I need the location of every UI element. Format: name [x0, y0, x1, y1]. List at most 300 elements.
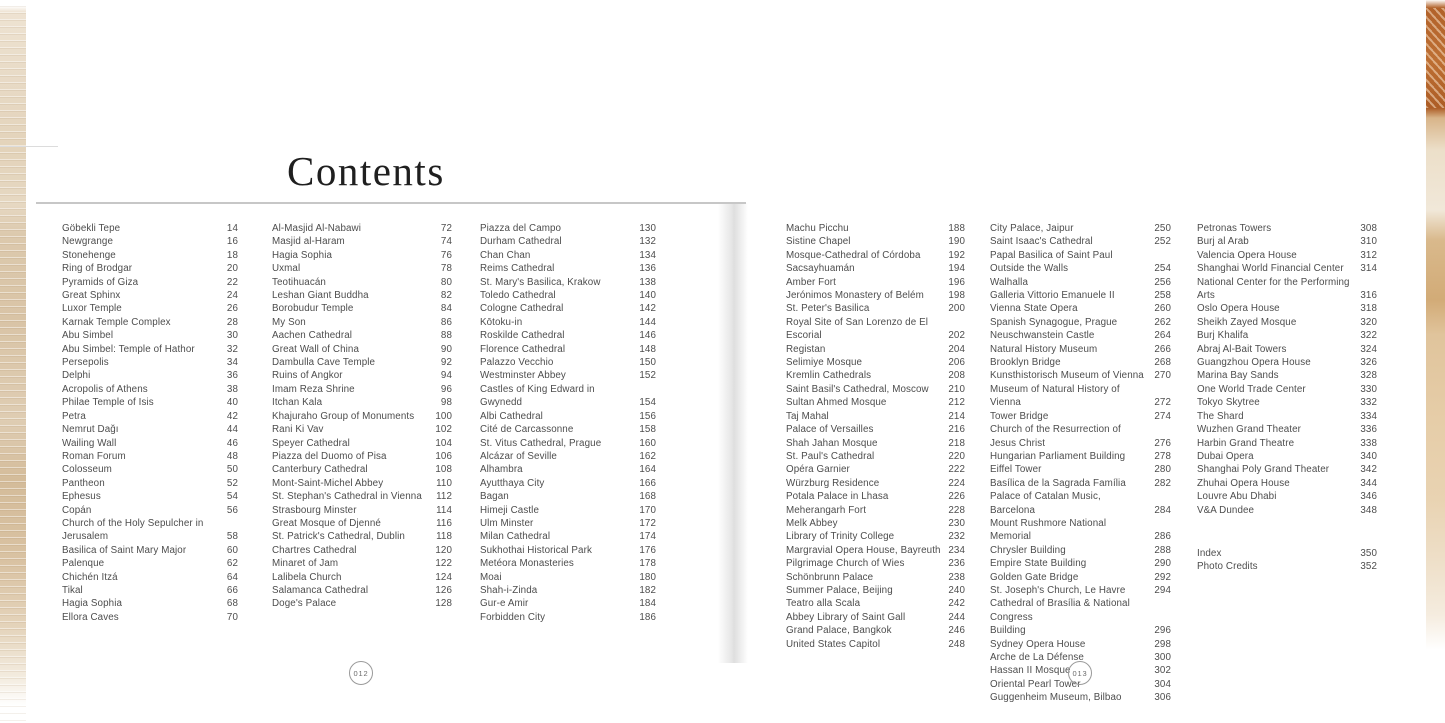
toc-entry: [272, 437, 452, 450]
toc-entry-label: The Shard: [1197, 410, 1244, 422]
toc-entry-page: 68: [226, 598, 238, 610]
toc-entry-label: Chichén Itzá: [62, 571, 118, 583]
toc-entry-page: 348: [1360, 504, 1377, 516]
toc-entry-page: 332: [1360, 397, 1377, 409]
toc-entry-label: Wailing Wall: [62, 437, 117, 449]
toc-entry-page: 124: [435, 571, 452, 583]
toc-entry: [62, 517, 238, 544]
toc-entry-label: Teatro alla Scala: [786, 598, 861, 610]
toc-entry: [1197, 262, 1377, 275]
toc-entry-label: Meherangarh Fort: [786, 504, 867, 516]
toc-entry-page: 350: [1360, 547, 1377, 559]
toc-entry-page: 36: [226, 370, 238, 382]
toc-entry-label: Copán: [62, 504, 92, 516]
toc-entry-page: 206: [948, 357, 965, 369]
toc-entry-label: Khajuraho Group of Monuments: [272, 410, 415, 422]
toc-entry-label: Forbidden City: [480, 611, 546, 623]
toc-entry: [1197, 410, 1377, 423]
toc-entry: [272, 571, 452, 584]
toc-entry-label: One World Trade Center: [1197, 383, 1306, 395]
book-gutter-shadow: [718, 203, 748, 663]
toc-entry-label: Strasbourg Minster: [272, 504, 357, 516]
toc-entry-label: Sheikh Zayed Mosque: [1197, 316, 1297, 328]
toc-entry-page: 128: [435, 598, 452, 610]
toc-entry-page: 88: [440, 330, 452, 342]
toc-entry-label: Uxmal: [272, 263, 301, 275]
toc-entry-page: 230: [948, 517, 965, 529]
toc-entry-page: 112: [436, 491, 452, 503]
toc-entry-page: 56: [226, 504, 238, 516]
toc-entry: [272, 276, 452, 289]
toc-entry-page: 310: [1360, 236, 1377, 248]
toc-entry: [990, 343, 1171, 356]
toc-entry: [786, 490, 965, 503]
toc-entry-page: 220: [948, 450, 965, 462]
toc-entry-label: Wuzhen Grand Theater: [1197, 424, 1302, 436]
toc-entry-page: 90: [440, 343, 452, 355]
toc-entry: [62, 557, 238, 570]
toc-entry-label: Gur-e Amir: [480, 598, 529, 610]
toc-entry-label: Valencia Opera House: [1197, 249, 1297, 261]
toc-entry-page: 104: [435, 437, 452, 449]
toc-entry-page: 196: [948, 276, 965, 288]
toc-entry-page: 324: [1360, 343, 1377, 355]
toc-entry: [272, 289, 452, 302]
toc-entry: [62, 423, 238, 436]
toc-entry-label: Persepolis: [62, 357, 109, 369]
toc-entry-page: 254: [1154, 263, 1171, 275]
toc-entry: [990, 302, 1171, 315]
toc-entry-page: 244: [948, 611, 965, 623]
toc-entry-label: Metéora Monasteries: [480, 558, 574, 570]
toc-entry: [1197, 383, 1377, 396]
toc-entry-page: 298: [1154, 638, 1171, 650]
toc-entry-page: 280: [1154, 464, 1171, 476]
toc-entry: [480, 437, 656, 450]
toc-entry: [990, 490, 1171, 517]
toc-entry-label: Nemrut Dağı: [62, 424, 119, 436]
toc-entry: [786, 369, 965, 382]
toc-entry-label: Vienna State Opera: [990, 303, 1078, 315]
toc-entry-label: Grand Palace, Bangkok: [786, 625, 892, 637]
toc-entry: [1197, 222, 1377, 235]
toc-entry-label: Papal Basilica of Saint Paul Outside the Walls: [990, 249, 1113, 275]
toc-entry-label: Ruins of Angkor: [272, 370, 343, 382]
toc-entry-label: My Son: [272, 316, 306, 328]
toc-entry-page: 50: [226, 464, 238, 476]
toc-entry-label: Ulm Minster: [480, 517, 534, 529]
toc-entry-page: 164: [639, 464, 656, 476]
toc-entry-label: Kremlin Cathedrals: [786, 370, 872, 382]
toc-entry: [786, 276, 965, 289]
toc-entry: [62, 369, 238, 382]
toc-entry: [480, 356, 656, 369]
toc-entry: [272, 544, 452, 557]
toc-entry-label: Museum of Natural History of Vienna: [990, 383, 1120, 409]
toc-entry-label: Basilica of Saint Mary Major: [62, 544, 187, 556]
toc-entry: [62, 343, 238, 356]
toc-entry: [480, 249, 656, 262]
toc-entry-label: Marina Bay Sands: [1197, 370, 1279, 382]
toc-entry-page: 14: [226, 223, 238, 234]
toc-entry-label: Itchan Kala: [272, 397, 323, 409]
toc-entry-page: 282: [1154, 477, 1171, 489]
toc-entry-label: Schönbrunn Palace: [786, 571, 874, 583]
toc-entry-page: 214: [948, 410, 965, 422]
toc-entry: [272, 410, 452, 423]
toc-entry: [62, 544, 238, 557]
toc-entry: [272, 463, 452, 476]
toc-entry-page: 44: [226, 424, 238, 436]
toc-entry-label: Rani Ki Vav: [272, 424, 324, 436]
toc-entry-page: 202: [948, 330, 965, 342]
toc-entry-page: 150: [639, 357, 656, 369]
toc-entry: [990, 544, 1171, 557]
toc-entry: [480, 571, 656, 584]
toc-entry-page: 22: [226, 276, 238, 288]
prev-page-edge-line: [0, 146, 58, 147]
toc-entry-label: Dambulla Cave Temple: [272, 357, 376, 369]
toc-entry: [62, 262, 238, 275]
toc-entry-page: 32: [226, 343, 238, 355]
toc-entry-page: 174: [639, 531, 656, 543]
toc-entry-page: 72: [440, 223, 452, 234]
toc-entry-page: 130: [639, 223, 656, 234]
toc-column: [990, 222, 1171, 705]
toc-entry-label: Cologne Cathedral: [480, 303, 564, 315]
toc-entry-label: Oriental Pearl Tower: [990, 678, 1081, 690]
toc-entry-label: Louvre Abu Dhabi: [1197, 491, 1277, 503]
toc-entry-label: Spanish Synagogue, Prague: [990, 316, 1118, 328]
toc-entry-page: 308: [1360, 223, 1377, 234]
toc-entry-label: Abu Simbel: [62, 330, 114, 342]
toc-entry-page: 152: [639, 370, 656, 382]
toc-entry-label: Saint Basil's Cathedral, Moscow: [786, 383, 929, 395]
toc-entry-label: Würzburg Residence: [786, 477, 880, 489]
toc-entry: [1197, 547, 1377, 560]
toc-entry: [786, 356, 965, 369]
toc-entry-label: St. Patrick's Cathedral, Dublin: [272, 531, 405, 543]
toc-entry: [480, 316, 656, 329]
toc-entry-page: 292: [1154, 571, 1171, 583]
folio-number-right: 013: [1072, 668, 1088, 678]
toc-entry-label: Shanghai Poly Grand Theater: [1197, 464, 1330, 476]
toc-entry-page: 64: [226, 571, 238, 583]
toc-entry: [786, 383, 965, 396]
toc-entry-page: 24: [226, 290, 238, 302]
toc-entry-page: 326: [1360, 357, 1377, 369]
toc-entry-label: Durham Cathedral: [480, 236, 562, 248]
toc-entry-page: 312: [1360, 249, 1377, 261]
toc-entry-page: 190: [948, 236, 965, 248]
toc-entry: [786, 557, 965, 570]
toc-entry: [990, 517, 1171, 544]
toc-entry-page: 334: [1360, 410, 1377, 422]
toc-entry-page: 126: [435, 584, 452, 596]
toc-entry-label: Aachen Cathedral: [272, 330, 353, 342]
toc-entry-page: 342: [1360, 464, 1377, 476]
toc-entry: [272, 302, 452, 315]
toc-entry-page: 166: [639, 477, 656, 489]
toc-entry-label: St. Joseph's Church, Le Havre: [990, 584, 1126, 596]
toc-entry: [786, 597, 965, 610]
toc-entry-page: 288: [1154, 544, 1171, 556]
toc-entry: [786, 437, 965, 450]
toc-entry-label: Tikal: [62, 584, 83, 596]
toc-entry-label: Roskilde Cathedral: [480, 330, 565, 342]
toc-entry-label: Minaret of Jam: [272, 558, 339, 570]
toc-entry: [272, 316, 452, 329]
toc-entry: [480, 383, 656, 410]
toc-entry-page: 62: [226, 558, 238, 570]
toc-entry: [990, 222, 1171, 235]
toc-entry-label: Oslo Opera House: [1197, 303, 1280, 315]
right-edge-stripes: [1426, 8, 1445, 108]
toc-entry: [480, 423, 656, 436]
toc-entry: [1197, 369, 1377, 382]
toc-entry-page: 186: [639, 611, 656, 623]
toc-entry: [786, 477, 965, 490]
toc-entry: [480, 222, 656, 235]
toc-entry-label: Burj Khalifa: [1197, 330, 1249, 342]
toc-entry-page: 20: [226, 263, 238, 275]
toc-entry-label: Canterbury Cathedral: [272, 464, 368, 476]
toc-entry-page: 330: [1360, 383, 1377, 395]
toc-column: [62, 222, 238, 624]
toc-column: [272, 222, 452, 611]
toc-entry-label: Ring of Brodgar: [62, 263, 133, 275]
toc-entry: [62, 490, 238, 503]
toc-entry: [786, 517, 965, 530]
toc-entry-label: Taj Mahal: [786, 410, 829, 422]
toc-entry: [786, 396, 965, 409]
toc-entry: [62, 329, 238, 342]
toc-entry-label: Shanghai World Financial Center: [1197, 263, 1344, 275]
toc-entry-label: Abu Simbel: Temple of Hathor: [62, 343, 195, 355]
toc-entry: [480, 611, 656, 624]
toc-entry-page: 204: [948, 343, 965, 355]
left-page-edge-art: [0, 0, 26, 723]
toc-entry-page: 66: [226, 584, 238, 596]
toc-entry-page: 94: [440, 370, 452, 382]
toc-entry-label: Hassan II Mosque: [990, 665, 1071, 677]
toc-entry-page: 278: [1154, 450, 1171, 462]
toc-entry-page: 110: [436, 477, 452, 489]
toc-entry-label: Salamanca Cathedral: [272, 584, 369, 596]
toc-entry-page: 106: [435, 450, 452, 462]
toc-entry: [272, 235, 452, 248]
toc-entry-page: 82: [440, 290, 452, 302]
toc-entry: [272, 356, 452, 369]
toc-entry-label: Kōtoku-in: [480, 316, 523, 328]
toc-entry-label: Chartres Cathedral: [272, 544, 357, 556]
toc-entry: [990, 571, 1171, 584]
toc-entry: [62, 302, 238, 315]
toc-entry: [1197, 450, 1377, 463]
toc-entry: [480, 597, 656, 610]
toc-entry-label: Mosque-Cathedral of Córdoba: [786, 249, 921, 261]
toc-entry-label: Abbey Library of Saint Gall: [786, 611, 906, 623]
toc-entry-page: 336: [1360, 424, 1377, 436]
toc-entry-page: 26: [226, 303, 238, 315]
toc-entry-page: 184: [639, 598, 656, 610]
toc-entry-page: 54: [226, 491, 238, 503]
toc-entry-label: Florence Cathedral: [480, 343, 566, 355]
toc-entry-page: 216: [948, 424, 965, 436]
toc-entry: [480, 289, 656, 302]
toc-entry: [1197, 235, 1377, 248]
toc-entry-page: 296: [1154, 625, 1171, 637]
toc-entry-page: 98: [440, 397, 452, 409]
toc-entry-label: Colosseum: [62, 464, 112, 476]
toc-entry-label: St. Mary's Basilica, Krakow: [480, 276, 601, 288]
toc-entry-page: 306: [1154, 692, 1171, 704]
toc-entry: [62, 396, 238, 409]
toc-entry-label: St. Vitus Cathedral, Prague: [480, 437, 602, 449]
toc-entry: [62, 450, 238, 463]
toc-entry-label: Photo Credits: [1197, 561, 1258, 573]
toc-entry: [786, 544, 965, 557]
toc-entry-page: 322: [1360, 330, 1377, 342]
toc-entry-label: Eiffel Tower: [990, 464, 1042, 476]
toc-entry-label: Speyer Cathedral: [272, 437, 350, 449]
toc-entry: [62, 477, 238, 490]
toc-entry: [1197, 396, 1377, 409]
toc-entry-label: Newgrange: [62, 236, 114, 248]
toc-entry: [786, 235, 965, 248]
toc-column: [786, 222, 965, 651]
toc-entry-page: 74: [440, 236, 452, 248]
toc-entry-label: Al-Masjid Al-Nabawi: [272, 223, 362, 234]
toc-entry-page: 236: [948, 558, 965, 570]
toc-entry-label: Chrysler Building: [990, 544, 1066, 556]
toc-entry: [990, 276, 1171, 289]
toc-entry-label: Hagia Sophia: [62, 598, 123, 610]
toc-entry-page: 208: [948, 370, 965, 382]
toc-entry: [480, 530, 656, 543]
toc-entry-page: 138: [639, 276, 656, 288]
toc-entry: [480, 463, 656, 476]
toc-entry: [990, 463, 1171, 476]
toc-entry-page: 78: [440, 263, 452, 275]
toc-entry: [786, 463, 965, 476]
toc-entry-page: 134: [639, 249, 656, 261]
toc-entry: [272, 383, 452, 396]
toc-entry-label: Pilgrimage Church of Wies: [786, 558, 905, 570]
toc-entry: [990, 383, 1171, 410]
toc-entry-label: Sultan Ahmed Mosque: [786, 397, 887, 409]
toc-entry-page: 136: [639, 263, 656, 275]
toc-entry-label: Toledo Cathedral: [480, 290, 556, 302]
toc-entry-label: Petronas Towers: [1197, 223, 1272, 234]
toc-entry-page: 284: [1154, 504, 1171, 516]
toc-entry-label: Shah-i-Zinda: [480, 584, 538, 596]
toc-entry-label: Registan: [786, 343, 826, 355]
toc-entry-label: Abraj Al-Bait Towers: [1197, 343, 1287, 355]
toc-column: [1197, 222, 1377, 574]
toc-entry: [1197, 302, 1377, 315]
toc-entry-page: 256: [1154, 276, 1171, 288]
page-title: Contents: [287, 148, 445, 194]
toc-entry: [786, 530, 965, 543]
toc-entry-label: Palace of Versailles: [786, 424, 874, 436]
toc-entry-page: 304: [1154, 678, 1171, 690]
toc-entry-page: 140: [639, 290, 656, 302]
toc-entry-page: 158: [639, 424, 656, 436]
toc-entry: [272, 423, 452, 436]
toc-entry: [990, 584, 1171, 597]
toc-entry-label: St. Stephan's Cathedral in Vienna: [272, 491, 422, 503]
toc-entry: [480, 410, 656, 423]
toc-entry: [786, 611, 965, 624]
toc-entry-page: 146: [639, 330, 656, 342]
toc-entry-page: 290: [1154, 558, 1171, 570]
toc-entry-label: Delphi: [62, 370, 91, 382]
toc-entry-label: Borobudur Temple: [272, 303, 354, 315]
toc-entry-label: Piazza del Duomo of Pisa: [272, 450, 387, 462]
toc-entry-label: Bagan: [480, 491, 509, 503]
toc-entry: [272, 450, 452, 463]
toc-entry: [990, 410, 1171, 423]
toc-entry-label: Brooklyn Bridge: [990, 357, 1061, 369]
toc-entry-label: Walhalla: [990, 276, 1029, 288]
toc-entry-label: Göbekli Tepe: [62, 223, 121, 234]
toc-entry: [786, 222, 965, 235]
toc-entry-page: 286: [1154, 531, 1171, 543]
toc-entry-page: 154: [639, 397, 656, 409]
toc-entry: [62, 504, 238, 517]
toc-entry-label: Chan Chan: [480, 249, 531, 261]
toc-entry-page: 248: [948, 638, 965, 650]
folio-number-left: 012: [353, 668, 369, 678]
toc-entry-page: 102: [435, 424, 452, 436]
toc-entry-page: 246: [948, 625, 965, 637]
toc-entry-label: Luxor Temple: [62, 303, 122, 315]
toc-entry-label: Dubai Opera: [1197, 450, 1254, 462]
toc-entry-page: 76: [440, 249, 452, 261]
toc-entry-label: Guangzhou Opera House: [1197, 357, 1311, 369]
toc-entry-label: Sukhothai Historical Park: [480, 544, 592, 556]
toc-entry-page: 232: [948, 531, 965, 543]
toc-entry: [272, 477, 452, 490]
toc-entry-label: V&A Dundee: [1197, 504, 1255, 516]
toc-entry-label: National Center for the Performing Arts: [1197, 276, 1350, 302]
toc-entry-page: 18: [226, 249, 238, 261]
toc-entry-page: 274: [1154, 410, 1171, 422]
toc-entry-label: Pyramids of Giza: [62, 276, 139, 288]
toc-entry-label: City Palace, Jaipur: [990, 223, 1074, 234]
toc-entry: [1197, 477, 1377, 490]
toc-entry: [272, 369, 452, 382]
toc-entry-page: 38: [226, 383, 238, 395]
toc-entry-label: St. Peter's Basilica: [786, 303, 870, 315]
toc-entry-label: Sistine Chapel: [786, 236, 851, 248]
toc-entry: [272, 343, 452, 356]
toc-entry-label: Library of Trinity College: [786, 531, 895, 543]
toc-entry-page: 328: [1360, 370, 1377, 382]
toc-entry: [990, 597, 1171, 637]
toc-entry-page: 260: [1154, 303, 1171, 315]
toc-entry-label: Westminster Abbey: [480, 370, 566, 382]
toc-entry: [480, 544, 656, 557]
toc-entry: [1197, 316, 1377, 329]
toc-entry: [1197, 249, 1377, 262]
toc-entry-label: Saint Isaac's Cathedral: [990, 236, 1093, 248]
toc-entry-page: 320: [1360, 316, 1377, 328]
toc-entry-label: Ephesus: [62, 491, 101, 503]
toc-entry: [786, 289, 965, 302]
toc-entry-label: Selimiye Mosque: [786, 357, 863, 369]
